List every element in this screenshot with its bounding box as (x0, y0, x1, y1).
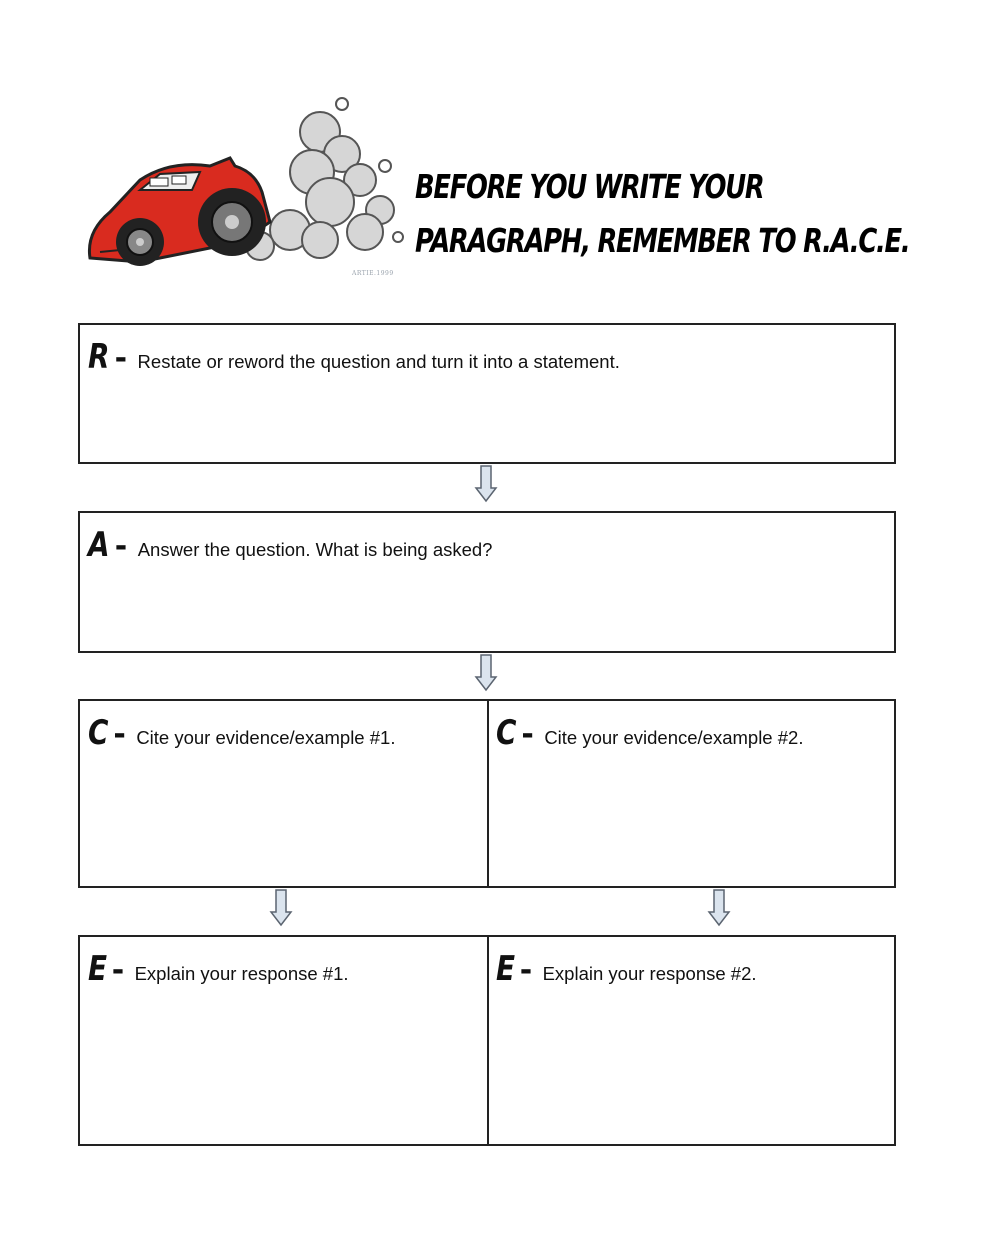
answer-label (88, 525, 492, 565)
restate-dash: - (114, 341, 128, 376)
cite2-label[interactable] (496, 713, 803, 753)
page-title (415, 160, 910, 268)
cite-divider (487, 701, 489, 886)
cite1-label[interactable] (88, 713, 395, 753)
cite1-prompt: Cite your evidence/example #1. (136, 727, 396, 748)
restate-prompt: Restate or reword the question and turn it into a statement. (137, 351, 620, 372)
explain1-label[interactable] (88, 949, 349, 989)
down-arrow-icon (269, 888, 293, 928)
restate-label (88, 337, 620, 377)
down-arrow-icon (707, 888, 731, 928)
explain1-letter: E (88, 949, 108, 989)
cite-row (78, 699, 896, 888)
race-car-clipart (80, 62, 416, 282)
cite2-dash: - (521, 717, 534, 752)
smoke-cloud-icon (246, 98, 403, 260)
cite2-prompt: Cite your evidence/example #2. (544, 727, 804, 748)
restate-letter: R (88, 337, 110, 377)
explain1-dash: - (111, 953, 125, 988)
explain2-prompt: Explain your response #2. (542, 963, 757, 984)
explain-row (78, 935, 896, 1146)
down-arrow-icon (474, 653, 498, 693)
explain2-dash: - (519, 953, 533, 988)
explain2-letter: E (496, 949, 516, 989)
title-line-2: PARAGRAPH, REMEMBER TO R.A.C.E. (415, 221, 910, 260)
title-line-1: BEFORE YOU WRITE YOUR (415, 167, 764, 206)
down-arrow-icon (474, 464, 498, 504)
explain1-prompt: Explain your response #1. (134, 963, 349, 984)
cite2-letter: C (496, 713, 517, 753)
explain2-label[interactable] (496, 949, 757, 989)
answer-box[interactable] (78, 511, 896, 653)
answer-letter: A (88, 525, 110, 565)
cite1-dash: - (113, 717, 126, 752)
cite1-letter: C (88, 713, 109, 753)
clipart-signature: ARTIE.1999 (352, 270, 394, 277)
red-race-car-icon (89, 158, 270, 266)
restate-box[interactable] (78, 323, 896, 464)
explain-divider (487, 937, 489, 1144)
answer-prompt: Answer the question. What is being asked? (137, 539, 493, 560)
answer-dash: - (114, 529, 128, 564)
